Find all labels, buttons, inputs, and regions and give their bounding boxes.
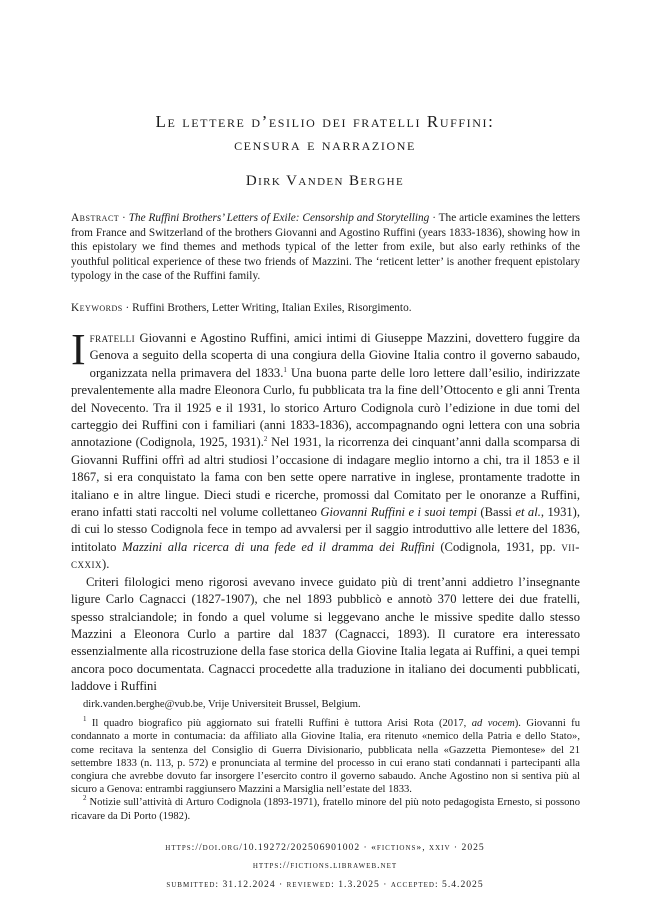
author-name: Dirk Vanden Berghe <box>245 173 405 189</box>
footnote-1-number: 1 <box>83 715 87 724</box>
submission-dates: submitted: 31.12.2024 · reviewed: 1.3.2025 · accepted: 5.4.2025 <box>166 879 484 890</box>
footnotes <box>71 698 580 823</box>
footnote-1-text-a: Il quadro biografico più aggiornato sui fratelli Ruffini è tuttora Arisi Rota (2017, <box>86 718 472 730</box>
paragraph-1-text-e: , 1931), di cui lo stesso Codignola fece in tempo ad avvalersi per il saggio introduttivo alle lettere del 1836, intitolato <box>71 505 580 554</box>
paragraph-1 <box>71 325 580 574</box>
footnote-ref-2[interactable]: 2 <box>263 435 268 444</box>
abstract-separator: · <box>119 212 129 224</box>
lead-in: fratelli <box>89 331 136 345</box>
paragraph-1-text-f: (Codignola, 1931, pp. <box>434 539 562 554</box>
footnote-ref-1[interactable]: 1 <box>283 365 287 374</box>
journal-url[interactable]: https://fictions.libraweb.net <box>252 860 398 871</box>
body-text <box>71 325 580 696</box>
abstract-label: Abstract <box>71 212 120 224</box>
title-line-1: Le lettere d’esilio dei fratelli Ruffini: <box>155 112 495 131</box>
drop-cap: I <box>71 325 86 374</box>
keywords-label: Keywords <box>71 302 123 314</box>
article-title <box>60 110 590 156</box>
author-affiliation: dirk.vanden.berghe@vub.be, Vrije Universiteit Brussel, Belgium. <box>83 699 361 710</box>
footnote-1-italic: ad vocem <box>471 718 515 730</box>
paragraph-1-text-c: Nel 1931, la ricorrenza dei cinquant’anni dalla scomparsa di Giovanni Ruffini offrì ad altri studiosi l’occasione di indagare meglio intorno a chi, tra il 1853 e il 1867, si era conquistato la fama con ben sette opere narrative in inglese, prontamente tradotte in italiano e in altre lingue. Dieci studi e ricerche, promossi dal Comitato per le onoranze a Ruffini, erano infatti stati raccolti nel volume collettaneo <box>71 435 580 520</box>
keywords-text: · Ruffini Brothers, Letter Writing, Italian Exiles, Risorgimento. <box>122 302 412 314</box>
paragraph-1-text-a: Giovanni e Agostino Ruffini, amici intimi di Giuseppe Mazzini, dovettero fuggire da Genova a seguito della scoperta di una congiura della Giovine Italia contro il governo sabaudo, organizzata nella primavera del 1833. <box>89 331 580 380</box>
footnote-2 <box>71 796 580 822</box>
footnote-2-number: 2 <box>83 794 87 803</box>
abstract <box>71 211 580 284</box>
book-title-ruffini: Giovanni Ruffini e i suoi tempi <box>320 505 477 520</box>
footnote-1-text-b: ). Giovanni fu condannato a morte in contumacia: da affiliato alla Giovine Italia, era ritenuto «nemico della Patria e dello Stato», come recitava la sentenza del Consiglio di Guerra Divisionario, pubblicata nella «Gazzetta Piemontese» del 21 settembre 1833 (n. 113, p. 572) e pronunciata al termine del processo in cui erano stati condannati i partecipanti alla congiura che avrebbe dovuto far insorgere l’esercito contro il governo sabaudo. Anche Agostino non si sentiva più al sicuro a Genova: entrambi raggiunsero Mazzini a Marsiglia nell’estate del 1833. <box>71 718 580 796</box>
keywords <box>71 301 580 316</box>
et-al: et al. <box>515 505 541 520</box>
essay-title-mazzini: Mazzini alla ricerca di una fede ed il dramma dei Ruffini <box>122 539 435 554</box>
footnote-1 <box>71 717 580 796</box>
paragraph-1-text-d: (Bassi <box>476 505 516 520</box>
abstract-english-title: The Ruffini Brothers’ Letters of Exile: Censorship and Storytelling <box>128 212 430 224</box>
paragraph-1-text-g: ). <box>102 557 110 572</box>
roman-pages: vii-cxxix <box>71 539 580 572</box>
paragraph-2: Criteri filologici meno rigorosi avevano invece guidato più di trent’anni addietro l’insegnante ligure Carlo Cagnacci (1827-1907), che nel 1893 pubblicò e annotò 370 lettere dei due fratelli, spesso stralciandole; in fondo a quel volume si leggevano anche le missive spedite dallo stesso Mazzini a Eleonora Curlo a partire dal 1837 (Cagnacci, 1893). Il curatore era interessato essenzialmente alla ricostruzione della fase storica della Giovine Italia legata ai Ruffini, a quei tempi ancora poco documentata. Cagnacci procedette alla traduzione in italiano dei documenti pubblicati, laddove i Ruffini <box>71 574 580 694</box>
paragraph-1-text-b: Una buona parte delle loro lettere dall’esilio, indirizzate prevalentemente alla madre Eleonora Curlo, fu pubblicata tra la fine dell’Ottocento e gli anni Trenta del Novecento. Tra il 1925 e il 1931, lo storico Arturo Codignola curò l’edizione in due tomi del carteggio dei Ruffini con i familiari (anni 1833-1836), accompagnando ogni lettera con una sobria annotazione (Codignola, 1925, 1931). <box>71 365 580 450</box>
doi-line[interactable]: https://doi.org/10.19272/202506901002 · «fictions», xxiv · 2025 <box>165 842 485 853</box>
abstract-text: · The article examines the letters from France and Switzerland of the brothers Giovanni and Agostino Ruffini (years 1833-1836), showing how in this epistolary we find themes and methods typical of the letter from exile, but also early rethinks of the youthful political experience of these two friends of Mazzini. The ‘reticent letter’ is another frequent epistolary typology in the case of the Ruffini family. <box>71 212 581 283</box>
title-line-2: censura e narrazione <box>234 135 416 154</box>
footnote-2-text: Notizie sull’attività di Arturo Codignola (1893-1971), fratello minore del più noto pedagogista Ernesto, si possono ricavare da Di Porto (1982). <box>71 797 580 822</box>
